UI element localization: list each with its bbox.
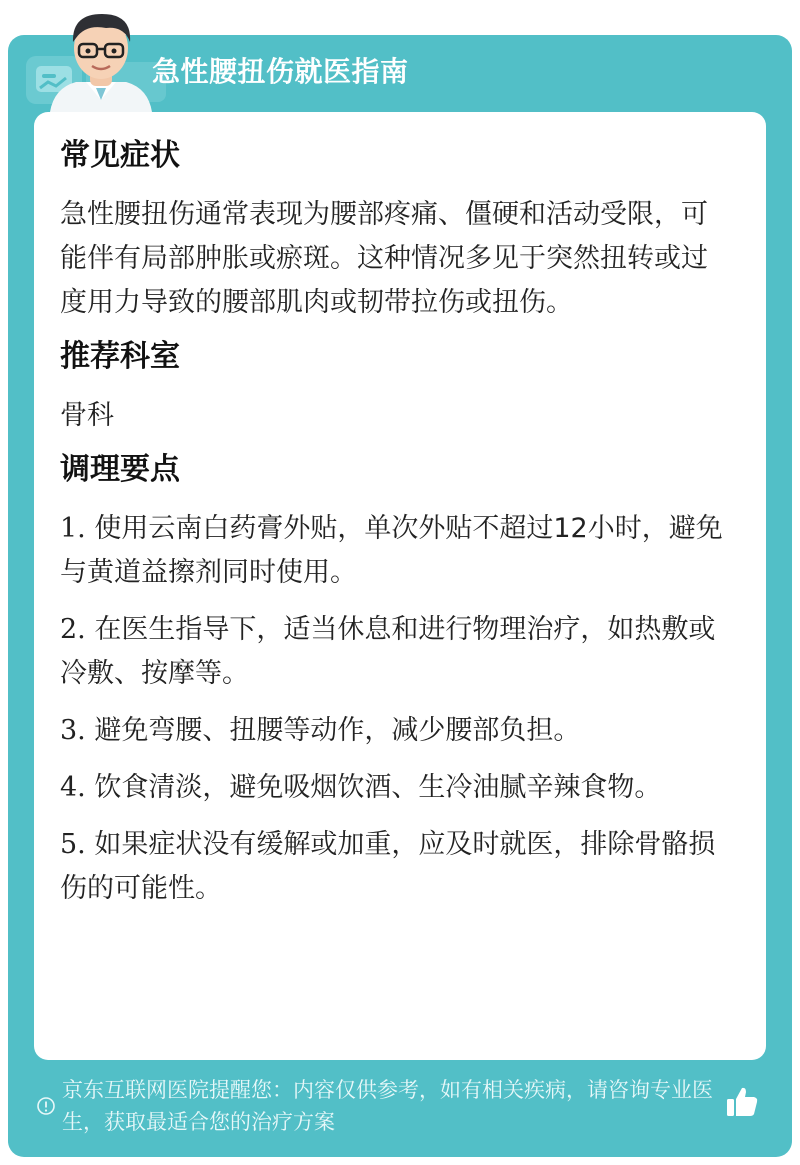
section-title-care: 调理要点 — [60, 452, 180, 487]
list-item-number: 1. — [60, 513, 86, 544]
section-title-department: 推荐科室 — [60, 339, 180, 374]
thumbs-up-icon[interactable] — [724, 1084, 760, 1120]
list-item — [60, 766, 732, 810]
symptoms-text: 急性腰扭伤通常表现为腰部疼痛、僵硬和活动受限，可能伴有局部肿胀或瘀斑。这种情况多见于突然扭转或过度用力导致的腰部肌肉或韧带拉伤或扭伤。 — [60, 199, 708, 318]
list-item-text: 使用云南白药膏外贴，单次外贴不超过12小时，避免与黄道益擦剂同时使用。 — [60, 513, 723, 588]
list-item-number: 4. — [60, 772, 86, 803]
guide-content — [60, 126, 732, 924]
info-icon — [36, 1096, 56, 1116]
list-item — [60, 823, 732, 911]
department-text: 骨科 — [60, 400, 114, 431]
disclaimer-footer — [36, 1074, 736, 1144]
list-item-text: 避免弯腰、扭腰等动作，减少腰部负担。 — [94, 715, 581, 746]
list-item-text: 在医生指导下，适当休息和进行物理治疗，如热敷或冷敷、按摩等。 — [60, 614, 716, 689]
list-item-text: 饮食清淡，避免吸烟饮酒、生冷油腻辛辣食物。 — [94, 772, 662, 803]
list-item-number: 5. — [60, 829, 86, 860]
list-item-text: 如果症状没有缓解或加重，应及时就医，排除骨骼损伤的可能性。 — [60, 829, 716, 904]
doctor-avatar — [46, 8, 156, 112]
list-item-number: 2. — [60, 614, 86, 645]
list-item — [60, 709, 732, 753]
section-title-symptoms: 常见症状 — [60, 138, 180, 173]
list-item — [60, 507, 732, 595]
list-item-number: 3. — [60, 715, 86, 746]
page-title: 急性腰扭伤就医指南 — [152, 55, 409, 88]
disclaimer-text: 京东互联网医院提醒您：内容仅供参考，如有相关疾病，请咨询专业医生，获取最适合您的治疗方案 — [62, 1078, 713, 1134]
list-item — [60, 608, 732, 696]
